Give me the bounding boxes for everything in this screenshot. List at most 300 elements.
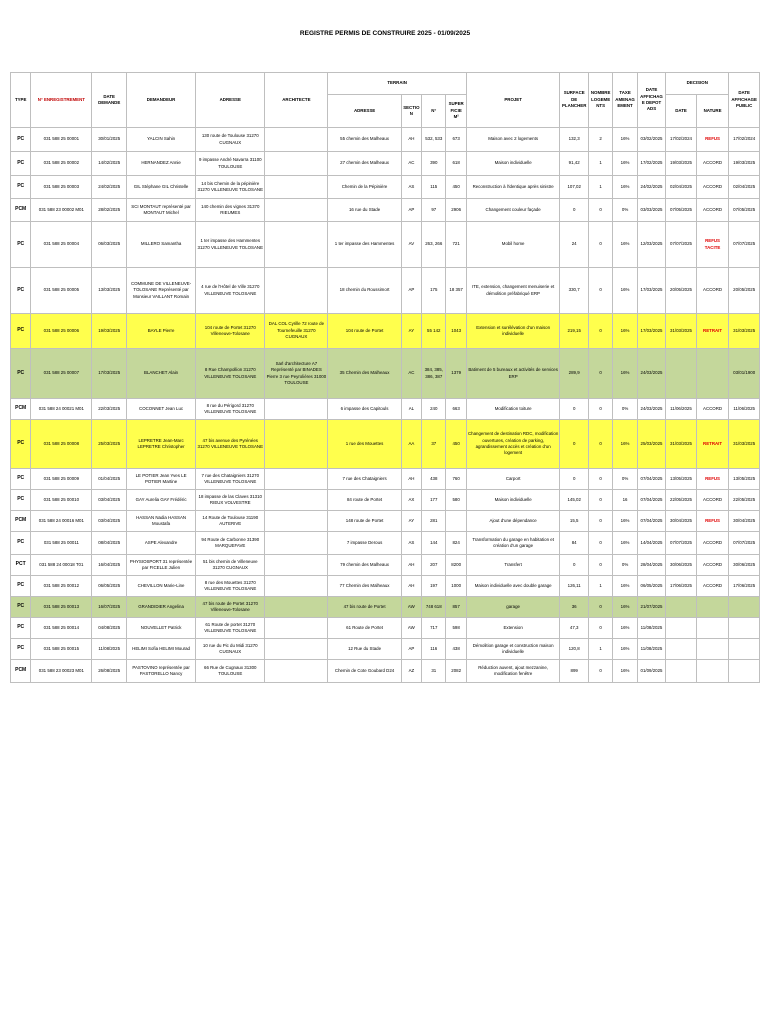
cell-architecte: DAL COL Cyrille 72 route de Tournefeuille 31270 CUGNAUX: [265, 314, 328, 349]
cell-taxe: 16%: [613, 128, 637, 152]
cell-adresse: 10 rue du Pic du Midi 31270 CUGNAUX: [196, 639, 265, 660]
cell-date-demande: 22/03/2025: [92, 399, 127, 420]
cell-surface: 84: [560, 532, 588, 555]
cell-date-depot: 03/02/2025: [637, 128, 665, 152]
cell-logements: 1: [588, 576, 612, 597]
cell-decision-nature: RETRAIT: [696, 420, 729, 469]
cell-section: AP: [401, 199, 421, 222]
cell-superficie: 2906: [446, 199, 466, 222]
cell-date-public: 31/03/2025: [729, 314, 760, 349]
cell-parcelle: 31: [422, 660, 446, 683]
cell-decision-date: 07/07/2025: [666, 532, 697, 555]
cell-date-demande: 17/03/2025: [92, 349, 127, 399]
cell-superficie: 673: [446, 128, 466, 152]
cell-section: AP: [401, 268, 421, 314]
cell-decision-nature: ACCORD: [696, 268, 729, 314]
cell-taxe: 16%: [613, 349, 637, 399]
header-date-demande: DATE DEMANDE: [92, 73, 127, 128]
cell-architecte: Sarl d'architecture A7 Représenté par BINADES Pierre 3 rue Peyrolières 31000 TOULOUSE: [265, 349, 328, 399]
cell-date-depot: 28/04/2025: [637, 555, 665, 576]
cell-date-public: 11/06/2025: [729, 399, 760, 420]
cell-numero: 031 588 25 00006: [31, 314, 92, 349]
cell-superficie: 618: [446, 152, 466, 176]
cell-demandeur: ASPE Alexandre: [126, 532, 195, 555]
table-row: [11, 176, 760, 199]
cell-projet: Ajout d'une dépendance: [466, 511, 560, 532]
cell-decision-date: 19/03/2025: [666, 152, 697, 176]
cell-superficie: 663: [446, 399, 466, 420]
cell-terrain-adresse: 77 Chemin des Malheaux: [328, 576, 401, 597]
cell-date-demande: 08/04/2025: [92, 532, 127, 555]
cell-date-depot: 21/07/2025: [637, 597, 665, 618]
cell-taxe: 0%: [613, 469, 637, 490]
cell-terrain-adresse: 7 impasse Derous: [328, 532, 401, 555]
header-numero: N° ENREGISTREMENT: [31, 73, 92, 128]
cell-demandeur: COMMUNE DE VILLENEUVE-TOLOSANE Représenté par Monsieur VAILLANT Romain: [126, 268, 195, 314]
cell-decision-date: 22/05/2025: [666, 490, 697, 511]
cell-demandeur: HASSAN Nadia HASSAN Moustafa: [126, 511, 195, 532]
cell-date-demande: 19/03/2025: [92, 314, 127, 349]
cell-taxe: 16%: [613, 597, 637, 618]
cell-numero: 031 588 25 00012: [31, 576, 92, 597]
table-row: [11, 420, 760, 469]
cell-type: PC: [11, 618, 31, 639]
cell-date-public: 20/05/2025: [729, 268, 760, 314]
cell-date-depot: 25/03/2025: [637, 420, 665, 469]
cell-type: PC: [11, 349, 31, 399]
cell-date-demande: 03/04/2025: [92, 511, 127, 532]
cell-date-depot: 17/03/2025: [637, 314, 665, 349]
cell-date-demande: 01/04/2025: [92, 469, 127, 490]
cell-projet: Maison individuelle: [466, 152, 560, 176]
cell-type: PC: [11, 490, 31, 511]
cell-numero: 031 588 25 00002: [31, 152, 92, 176]
cell-terrain-adresse: Chemin de la Pépinière: [328, 176, 401, 199]
cell-architecte: [265, 222, 328, 268]
header-surface: SURFACE DE PLANCHER: [560, 73, 588, 128]
cell-date-public: 30/04/2025: [729, 511, 760, 532]
cell-numero: 031 588 25 00014: [31, 618, 92, 639]
cell-projet: Changement couleur façade: [466, 199, 560, 222]
table-row: [11, 152, 760, 176]
cell-numero: 031 588 23 00002 M01: [31, 199, 92, 222]
cell-type: PC: [11, 314, 31, 349]
cell-adresse: 7 rue des Chataigniers 31270 VILLENEUVE TOLOSANE: [196, 469, 265, 490]
cell-taxe: 16%: [613, 660, 637, 683]
cell-surface: 0: [560, 399, 588, 420]
cell-superficie: 824: [446, 532, 466, 555]
cell-surface: 15,5: [560, 511, 588, 532]
table-row: [11, 128, 760, 152]
cell-logements: 0: [588, 490, 612, 511]
cell-superficie: 450: [446, 420, 466, 469]
cell-date-depot: 17/02/2025: [637, 152, 665, 176]
header-type: TYPE: [11, 73, 31, 128]
cell-terrain-adresse: 79 chemin des Malheaux: [328, 555, 401, 576]
cell-type: PCM: [11, 660, 31, 683]
table-row: [11, 399, 760, 420]
header-decision: DECISION: [666, 73, 729, 95]
cell-numero: 031 588 25 00008: [31, 420, 92, 469]
cell-architecte: [265, 660, 328, 683]
cell-date-depot: 07/04/2025: [637, 469, 665, 490]
table-row: [11, 469, 760, 490]
cell-terrain-adresse: 148 route de Portet: [328, 511, 401, 532]
cell-terrain-adresse: 7 rue des Chataigniers: [328, 469, 401, 490]
cell-parcelle: 115: [422, 176, 446, 199]
cell-architecte: [265, 420, 328, 469]
cell-taxe: 16: [613, 490, 637, 511]
cell-decision-date: 11/06/2025: [666, 399, 697, 420]
cell-taxe: 16%: [613, 268, 637, 314]
cell-architecte: [265, 176, 328, 199]
cell-decision-nature: ACCORD: [696, 532, 729, 555]
cell-surface: 0: [560, 420, 588, 469]
cell-date-depot: 24/03/2025: [637, 349, 665, 399]
cell-logements: 0: [588, 314, 612, 349]
cell-date-depot: 24/02/2025: [637, 176, 665, 199]
cell-decision-nature: REFUS: [696, 469, 729, 490]
cell-projet: Changement de destination RDC, modification ouvertures, création de parking, agrandissement accès et création d'un logement: [466, 420, 560, 469]
cell-taxe: 16%: [613, 618, 637, 639]
cell-projet: Batiment de 5 bureaux et activités de services ERP: [466, 349, 560, 399]
cell-date-public: 07/05/2025: [729, 199, 760, 222]
cell-section: AY: [401, 511, 421, 532]
cell-terrain-adresse: 1 rue des Mouettes: [328, 420, 401, 469]
cell-decision-nature: ACCORD: [696, 176, 729, 199]
cell-surface: 0: [560, 555, 588, 576]
cell-superficie: 8200: [446, 555, 466, 576]
cell-architecte: [265, 152, 328, 176]
cell-date-depot: 14/04/2025: [637, 532, 665, 555]
cell-adresse: 8 rue du Périgord 31270 VILLENEUVE TOLOSANE: [196, 399, 265, 420]
cell-type: PC: [11, 268, 31, 314]
cell-adresse: 4 rue de l'Hôtel de Ville 31270 VILLENEUVE TOLOSANE: [196, 268, 265, 314]
permit-register-table: [10, 72, 760, 683]
cell-logements: 1: [588, 152, 612, 176]
cell-adresse: 8 Rue Champollion 31270 VILLENEUVE TOLOSANE: [196, 349, 265, 399]
cell-date-public: [729, 618, 760, 639]
cell-superficie: 580: [446, 490, 466, 511]
cell-adresse: 140 chemin des vignes 31370 RIEUMES: [196, 199, 265, 222]
cell-logements: 0: [588, 555, 612, 576]
cell-surface: 330,7: [560, 268, 588, 314]
cell-numero: 031 588 25 00009: [31, 469, 92, 490]
table-row: [11, 597, 760, 618]
cell-date-depot: 06/05/2025: [637, 576, 665, 597]
cell-projet: Extension: [466, 618, 560, 639]
cell-decision-date: 17/06/2025: [666, 576, 697, 597]
cell-date-demande: 06/05/2025: [92, 576, 127, 597]
cell-date-demande: 13/03/2025: [92, 268, 127, 314]
cell-architecte: [265, 511, 328, 532]
cell-taxe: 0%: [613, 555, 637, 576]
cell-date-depot: 11/08/2025: [637, 639, 665, 660]
cell-section: AY: [401, 314, 421, 349]
cell-type: PC: [11, 128, 31, 152]
cell-terrain-adresse: 55 chemin des Malheaux: [328, 128, 401, 152]
cell-parcelle: 384, 385, 386, 387: [422, 349, 446, 399]
cell-decision-date: [666, 618, 697, 639]
header-date-public: DATE AFFICHAGE PUBLIC: [729, 73, 760, 128]
cell-superficie: 18 357: [446, 268, 466, 314]
cell-decision-date: 20/05/2025: [666, 268, 697, 314]
cell-section: AA: [401, 420, 421, 469]
cell-date-public: 02/04/2025: [729, 176, 760, 199]
cell-date-public: [729, 639, 760, 660]
cell-decision-date: 13/05/2025: [666, 469, 697, 490]
cell-adresse: 18 impasse de las Claves 31310 RIEUX VOLVESTRE: [196, 490, 265, 511]
cell-numero: 031 588 25 00007: [31, 349, 92, 399]
cell-numero: 031 588 24 00018 T01: [31, 555, 92, 576]
cell-demandeur: YALCIN Sahin: [126, 128, 195, 152]
cell-decision-nature: REFUS: [696, 128, 729, 152]
table-row: [11, 490, 760, 511]
cell-decision-date: 02/04/2025: [666, 176, 697, 199]
cell-parcelle: 263, 266: [422, 222, 446, 268]
cell-superficie: 1379: [446, 349, 466, 399]
cell-parcelle: 240: [422, 399, 446, 420]
cell-date-public: 03/01/1900: [729, 349, 760, 399]
cell-superficie: 450: [446, 176, 466, 199]
cell-numero: 031 588 25 00004: [31, 222, 92, 268]
cell-terrain-adresse: 1 ter impasse des Hammentes: [328, 222, 401, 268]
cell-logements: 2: [588, 128, 612, 152]
cell-adresse: 94 Route de Carbonne 31390 MARQUEFAVE: [196, 532, 265, 555]
cell-projet: ITE, extension, changement menuiserie et démolition préfabriqué ERP: [466, 268, 560, 314]
cell-adresse: 14 Route de Toulouse 31190 AUTERIVE: [196, 511, 265, 532]
table-row: [11, 660, 760, 683]
cell-surface: 24: [560, 222, 588, 268]
cell-decision-date: [666, 597, 697, 618]
cell-architecte: [265, 268, 328, 314]
cell-type: PCM: [11, 511, 31, 532]
cell-superficie: 857: [446, 597, 466, 618]
cell-decision-date: 30/04/2025: [666, 511, 697, 532]
cell-superficie: 438: [446, 639, 466, 660]
cell-terrain-adresse: 84 route de Portet: [328, 490, 401, 511]
cell-section: AZ: [401, 660, 421, 683]
cell-decision-date: [666, 660, 697, 683]
cell-parcelle: 116: [422, 639, 446, 660]
cell-surface: 289,9: [560, 349, 588, 399]
cell-adresse: 9 impasse André Navarra 31100 TOULOUSE: [196, 152, 265, 176]
cell-date-demande: 06/03/2025: [92, 222, 127, 268]
cell-demandeur: SCI MONTAUT représenté par MONTAUT Michel: [126, 199, 195, 222]
cell-logements: 0: [588, 511, 612, 532]
cell-demandeur: BLANCHET Alain: [126, 349, 195, 399]
cell-parcelle: 748 618: [422, 597, 446, 618]
header-architecte: ARCHITECTE: [265, 73, 328, 128]
cell-demandeur: COCONNET Jean Luc: [126, 399, 195, 420]
cell-projet: Carport: [466, 469, 560, 490]
cell-adresse: 66 Rue de Cugnaux 31300 TOULOUSE: [196, 660, 265, 683]
cell-architecte: [265, 128, 328, 152]
cell-numero: 031 588 23 00023 M01: [31, 660, 92, 683]
cell-logements: 1: [588, 639, 612, 660]
cell-adresse: 61 Route de portet 31270 VILLENEUVE TOLOSANE: [196, 618, 265, 639]
cell-surface: 47,3: [560, 618, 588, 639]
cell-logements: 0: [588, 469, 612, 490]
cell-type: PC: [11, 176, 31, 199]
table-row: [11, 222, 760, 268]
cell-demandeur: LE POTIER Jean Yves LE POTIER Martine: [126, 469, 195, 490]
cell-section: AX: [401, 490, 421, 511]
cell-surface: 0: [560, 199, 588, 222]
cell-date-public: 07/07/2025: [729, 222, 760, 268]
cell-demandeur: CHEVILLON Marie-Line: [126, 576, 195, 597]
cell-demandeur: GRANDIDIER Angelina: [126, 597, 195, 618]
cell-superficie: 2082: [446, 660, 466, 683]
cell-architecte: [265, 199, 328, 222]
cell-decision-nature: ACCORD: [696, 490, 729, 511]
cell-logements: 0: [588, 597, 612, 618]
cell-numero: 031 588 25 00001: [31, 128, 92, 152]
cell-date-depot: 11/08/2025: [637, 618, 665, 639]
cell-projet: Modification toiture: [466, 399, 560, 420]
cell-taxe: 16%: [613, 511, 637, 532]
cell-surface: 219,15: [560, 314, 588, 349]
cell-date-public: 17/02/2024: [729, 128, 760, 152]
cell-architecte: [265, 639, 328, 660]
cell-parcelle: 438: [422, 469, 446, 490]
cell-section: AS: [401, 532, 421, 555]
cell-section: AW: [401, 597, 421, 618]
cell-type: PC: [11, 420, 31, 469]
cell-decision-nature: [696, 660, 729, 683]
cell-numero: 031 588 25 00015: [31, 639, 92, 660]
cell-logements: 0: [588, 420, 612, 469]
cell-decision-date: 30/06/2025: [666, 555, 697, 576]
cell-numero: 031 588 24 00021 M01: [31, 399, 92, 420]
cell-terrain-adresse: 18 chemin du Roussimort: [328, 268, 401, 314]
header-section: SECTION: [401, 95, 421, 128]
cell-adresse: 14 bis Chemin de la pépinière 31270 VILLENEUVE TOLOSANE: [196, 176, 265, 199]
cell-taxe: 16%: [613, 420, 637, 469]
cell-logements: 0: [588, 199, 612, 222]
cell-type: PC: [11, 597, 31, 618]
cell-date-depot: 24/03/2025: [637, 399, 665, 420]
cell-taxe: 16%: [613, 176, 637, 199]
cell-type: PC: [11, 469, 31, 490]
cell-architecte: [265, 576, 328, 597]
cell-terrain-adresse: 12 Rue du Stade: [328, 639, 401, 660]
cell-projet: garage: [466, 597, 560, 618]
cell-terrain-adresse: 6 impasse des Capitouls: [328, 399, 401, 420]
cell-decision-nature: [696, 597, 729, 618]
cell-numero: 031 588 25 00011: [31, 532, 92, 555]
cell-date-depot: 17/03/2025: [637, 268, 665, 314]
cell-surface: 120,8: [560, 639, 588, 660]
cell-parcelle: 281: [422, 511, 446, 532]
table-row: [11, 639, 760, 660]
cell-date-public: 22/05/2025: [729, 490, 760, 511]
header-terrain-adresse: ADRESSE: [328, 95, 401, 128]
cell-parcelle: 37: [422, 420, 446, 469]
cell-date-public: 17/06/2025: [729, 576, 760, 597]
header-superficie: SUPERFICIE M²: [446, 95, 466, 128]
cell-date-demande: 04/08/2025: [92, 618, 127, 639]
cell-projet: Transfert: [466, 555, 560, 576]
table-row: [11, 199, 760, 222]
cell-terrain-adresse: 16 rue du Stade: [328, 199, 401, 222]
cell-projet: Extension et surélévation d'un maison individuelle: [466, 314, 560, 349]
cell-parcelle: 175: [422, 268, 446, 314]
cell-decision-nature: ACCORD: [696, 399, 729, 420]
table-row: [11, 576, 760, 597]
cell-terrain-adresse: 61 Route de Portet: [328, 618, 401, 639]
cell-date-public: [729, 660, 760, 683]
cell-terrain-adresse: 27 chemin des Malheaux: [328, 152, 401, 176]
cell-logements: 0: [588, 399, 612, 420]
cell-taxe: 16%: [613, 576, 637, 597]
page-title: REGISTRE PERMIS DE CONSTRUIRE 2025 - 01/09/2025: [299, 30, 471, 37]
header-numero-parcelle: N°: [422, 95, 446, 128]
cell-decision-nature: ACCORD: [696, 555, 729, 576]
cell-parcelle: 55 142: [422, 314, 446, 349]
cell-demandeur: HELIMI Sofia HELIMI Mourad: [126, 639, 195, 660]
cell-numero: 031 588 25 00003: [31, 176, 92, 199]
cell-section: AW: [401, 618, 421, 639]
cell-numero: 031 588 25 00010: [31, 490, 92, 511]
cell-adresse: 51 bis chemin de Villeneuve 31270 CUGNAUX: [196, 555, 265, 576]
cell-taxe: 0%: [613, 399, 637, 420]
cell-decision-nature: REFUS TACITE: [696, 222, 729, 268]
cell-section: AH: [401, 555, 421, 576]
cell-type: PC: [11, 576, 31, 597]
cell-decision-nature: [696, 349, 729, 399]
cell-type: PC: [11, 639, 31, 660]
cell-parcelle: 207: [422, 555, 446, 576]
cell-decision-date: 31/03/2025: [666, 420, 697, 469]
cell-decision-nature: [696, 618, 729, 639]
cell-adresse: 8 rue des Mouettes 31270 VILLENEUVE TOLOSANE: [196, 576, 265, 597]
table-row: [11, 555, 760, 576]
cell-section: AL: [401, 399, 421, 420]
cell-parcelle: 717: [422, 618, 446, 639]
cell-date-public: 31/03/2025: [729, 420, 760, 469]
cell-surface: 107,02: [560, 176, 588, 199]
cell-section: AH: [401, 576, 421, 597]
cell-date-demande: 03/04/2025: [92, 490, 127, 511]
table-row: [11, 314, 760, 349]
cell-section: AS: [401, 176, 421, 199]
header-demandeur: DEMANDEUR: [126, 73, 195, 128]
cell-decision-date: 31/03/2025: [666, 314, 697, 349]
cell-superficie: 598: [446, 618, 466, 639]
table-row: [11, 618, 760, 639]
cell-date-depot: 12/03/2025: [637, 222, 665, 268]
cell-parcelle: 532, 533: [422, 128, 446, 152]
cell-taxe: 16%: [613, 222, 637, 268]
cell-projet: Mobil home: [466, 222, 560, 268]
cell-projet: Transformation du garage en habitation et création d'un garage: [466, 532, 560, 555]
cell-type: PC: [11, 532, 31, 555]
cell-superficie: [446, 511, 466, 532]
cell-decision-date: 07/05/2025: [666, 199, 697, 222]
cell-superficie: 1043: [446, 314, 466, 349]
cell-decision-nature: RETRAIT: [696, 314, 729, 349]
table-row: [11, 268, 760, 314]
header-logements: NOMBRE LOGEMENTS: [588, 73, 612, 128]
cell-architecte: [265, 618, 328, 639]
cell-demandeur: HERNANDEZ Annie: [126, 152, 195, 176]
cell-architecte: [265, 469, 328, 490]
cell-date-demande: 28/02/2025: [92, 199, 127, 222]
header-taxe: TAXE AMENAGEMENT: [613, 73, 637, 128]
cell-section: AH: [401, 469, 421, 490]
cell-numero: 031 588 25 00005: [31, 268, 92, 314]
